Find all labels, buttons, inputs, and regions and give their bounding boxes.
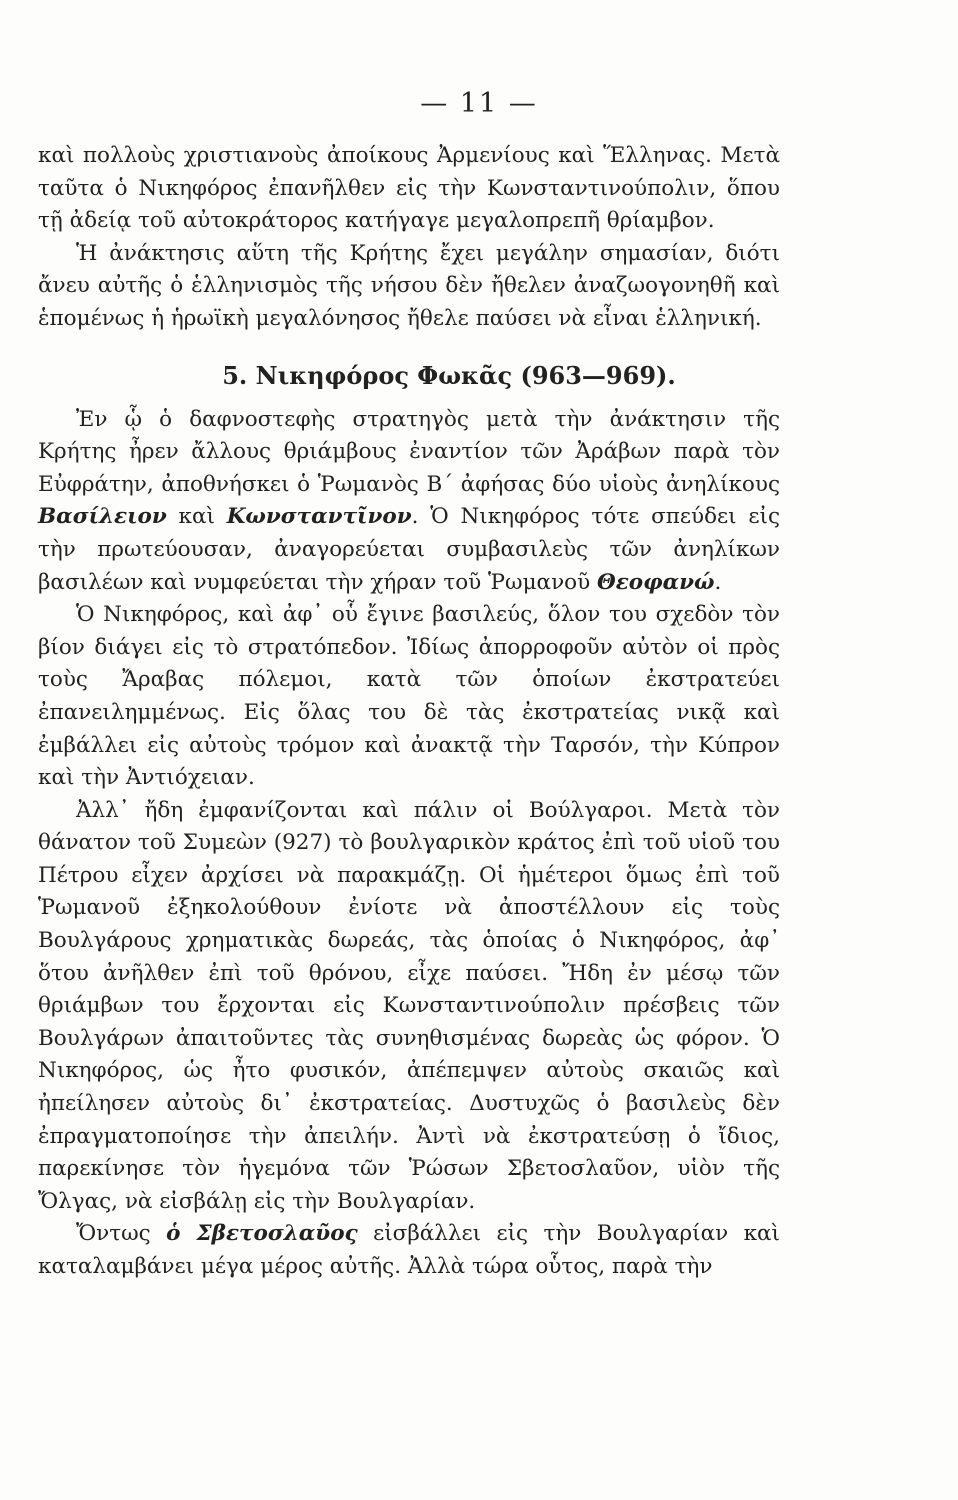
paragraph-6-text: Ὄντως: [76, 1221, 167, 1247]
paragraph-3-text: .: [714, 569, 722, 595]
body-text: [38, 140, 780, 1284]
name-svetoslav: ὁ Σβετοσλαῦος: [166, 1221, 358, 1247]
paragraph-3-text: . Ὁ Νικηφόρος τότε σπεύδει εἰς τὴν πρωτεύουσαν, ἀναγορεύεται συμβασιλεὺς τῶν ἀνηλίκων βασιλέων καὶ νυμφεύεται τὴν χήραν τοῦ Ῥωμανοῦ: [38, 504, 780, 595]
section-heading: 5. Νικηφόρος Φωκᾶς (963—969).: [222, 360, 676, 390]
paragraph-2: Ἡ ἀνάκτησις αὕτη τῆς Κρήτης ἔχει μεγάλην σημασίαν, διότι ἄνευ αὐτῆς ὁ ἑλληνισμὸς τῆς νήσου δὲν ἤθελεν ἀναζωογονηθῆ καὶ ἑπομένως ἡ ἡρωϊκὴ μεγαλόνησος ἤθελε παύσει νὰ εἶναι ἑλληνική.: [38, 240, 780, 331]
name-basileios: Βασίλειον: [38, 504, 167, 530]
page-number: — 11 —: [420, 88, 538, 119]
paragraph-1: καὶ πολλοὺς χριστιανοὺς ἀποίκους Ἀρμενίους καὶ Ἕλληνας. Μετὰ ταῦτα ὁ Νικηφόρος ἐπανῆλθεν εἰς τὴν Κωνσταντινούπολιν, ὅπου τῇ ἀδείᾳ τοῦ αὐτοκράτορος κατήγαγε μεγαλοπρεπῆ θρίαμβον.: [38, 143, 780, 234]
paragraph-6-text: εἰσβάλλει εἰς τὴν Βουλγαρίαν καὶ καταλαμβάνει μέγα μέρος αὐτῆς. Ἀλλὰ τώρα οὗτος, παρὰ τὴν: [38, 1221, 780, 1279]
paragraph-3-text: Ἐν ᾧ ὁ δαφνοστεφὴς στρατηγὸς μετὰ τὴν ἀνάκτησιν τῆς Κρήτης ἦρεν ἄλλους θριάμβους ἐναντίον τῶν Ἀράβων παρὰ τὸν Εὐφράτην, ἀποθνήσκει ὁ Ῥωμανὸς Β΄ ἀφήσας δύο υἱοὺς ἀνηλίκους: [38, 406, 780, 497]
paragraph-5: Ἀλλ᾽ ἤδη ἐμφανίζονται καὶ πάλιν οἱ Βούλγαροι. Μετὰ τὸν θάνατον τοῦ Συμεὼν (927) τὸ βουλγαρικὸν κράτος ἐπὶ τοῦ υἱοῦ του Πέτρου εἶχεν ἀρχίσει νὰ παρακμάζῃ. Οἱ ἡμέτεροι ὅμως ἐπὶ τοῦ Ῥωμανοῦ ἐξηκολούθουν ἐνίοτε νὰ ἀποστέλλουν εἰς τοὺς Βουλγάρους χρηματικὰς δωρεάς, τὰς ὁποίας ὁ Νικηφόρος, ἀφ᾽ ὅτου ἀνῆλθεν ἐπὶ τοῦ θρόνου, εἶχε παύσει. Ἤδη ἐν μέσῳ τῶν θριάμβων του ἔρχονται εἰς Κωνσταντινούπολιν πρέσβεις τῶν Βουλγάρων ἀπαιτοῦντες τὰς συνηθισμένας δωρεὰς ὡς φόρον. Ὁ Νικηφόρος, ὡς ἦτο φυσικόν, ἀπέπεμψεν αὐτοὺς σκαιῶς καὶ ἠπείλησεν αὐτοὺς δι᾽ ἐκστρατείας. Δυστυχῶς ὁ βασιλεὺς δὲν ἐπραγματοποίησε τὴν ἀπειλήν. Ἀντὶ νὰ ἐκστρατεύσῃ ὁ ἴδιος, παρεκίνησε τὸν ἡγεμόνα τῶν Ῥώσων Σβετοσλαῦον, υἱὸν τῆς Ὄλγας, νὰ εἰσβάλῃ εἰς τὴν Βουλγαρίαν.: [38, 797, 780, 1214]
paragraph-6: [38, 1218, 780, 1283]
paragraph-3: [38, 404, 780, 600]
paragraph-4: Ὁ Νικηφόρος, καὶ ἀφ᾽ οὗ ἔγινε βασιλεύς, ὅλον του σχεδὸν τὸν βίον διάγει εἰς τὸ στρατόπεδον. Ἰδίως ἀπορροφοῦν αὐτὸν οἱ πρὸς τοὺς Ἄραβας πόλεμοι, κατὰ τῶν ὁποίων ἐκστρατεύει ἐπανειλημμένως. Εἰς ὅλας του δὲ τὰς ἐκστρατείας νικᾷ καὶ ἐμβάλλει εἰς αὐτοὺς τρόμον καὶ ἀνακτᾷ τὴν Ταρσόν, τὴν Κύπρον καὶ τὴν Ἀντιόχειαν.: [38, 602, 780, 791]
paragraph-3-text: καὶ: [166, 504, 227, 530]
name-konstantinos: Κωνσταντῖνον: [226, 504, 412, 530]
name-theophano: Θεοφανώ: [597, 569, 715, 595]
